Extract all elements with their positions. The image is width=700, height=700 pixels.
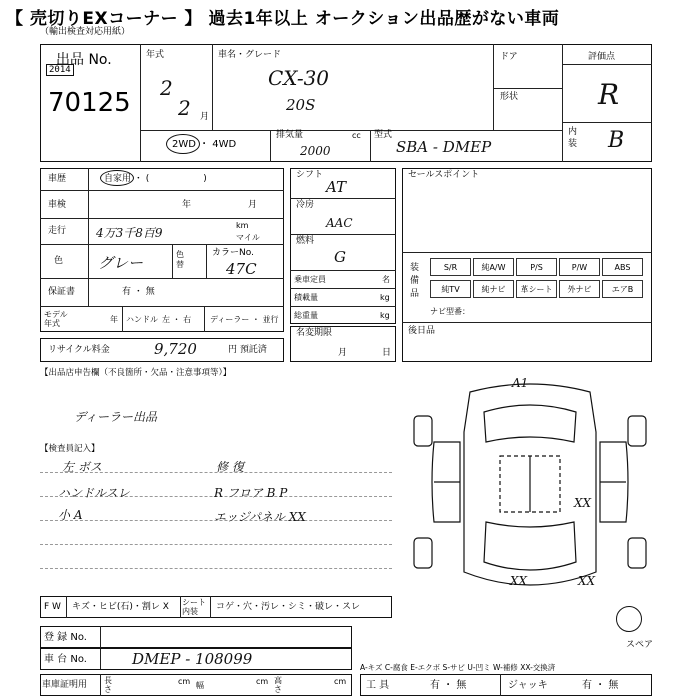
weight-label: 総重量 [294,311,318,320]
navi-label: ナビ型番： [430,307,470,316]
top-block [40,44,652,162]
diagram-mark-rear-left: XX [510,574,528,588]
drive-label: 2WD ・ 4WD [172,139,237,150]
model-year-label: モデル年式 [44,310,68,328]
month-label: 月 [200,112,210,122]
later-label: 後日品 [408,326,436,336]
capacity-unit: 名 [382,275,390,284]
ac-label: 冷房 [296,200,315,210]
recycle-label: リサイクル料金 [48,345,110,355]
handle-label: ハンドル [126,315,158,324]
fw-text: キズ・ヒビ(石)・割レ X [72,602,169,612]
warranty-value: 有 ・ 無 [122,287,155,297]
inspector-line-r1: 修 復 [216,460,244,474]
color-no-value: 47C [226,260,257,278]
dealer-label: ディーラー ・ 並行 [210,315,279,324]
size-width-unit: cm [256,677,269,686]
equipment-item: 革シート [516,280,557,298]
warranty-label: 保証書 [48,287,76,297]
spare-label: スペア [626,640,654,650]
displacement-unit: cc [352,131,361,140]
fuel-label: 燃料 [296,236,315,246]
spare-tire-icon [616,606,642,632]
weight-unit: kg [380,311,390,320]
door-label: ドア [500,52,518,62]
inspection-year-unit: 年 [182,200,192,210]
expiry-label: 名変期限 [296,328,333,338]
inspector-line-r3: エッジパネル XX [214,510,306,524]
inspector-line-1: 左 ボス [62,460,102,474]
inspection-month-unit: 月 [248,200,258,210]
damage-legend: A-キズ C-腐食 E-エクボ S-サビ U-凹ミ W-補修 XX-交換済 [360,663,556,672]
sheet-title: 【 売切りEXコーナー 】 過去1年以上 オークション出品歴がない車両 [6,9,560,29]
sales-label: セールスポイント [408,170,480,180]
diagram-mark-side: XX [574,496,592,510]
inspector-line-3: 小 A [58,508,83,522]
recycle-unit: 円 預託済 [228,345,267,355]
equipment-item: P/W [559,258,600,276]
size-height-unit: cm [334,677,347,686]
year-value: 2 [160,76,173,100]
grade-value: 20S [286,96,316,114]
name-value: CX-30 [268,66,330,90]
displacement-value: 2000 [300,144,331,158]
equipment-item: P/S [516,258,557,276]
history-circle [100,170,134,186]
lot-year-tag [46,64,74,76]
sheet-subtitle: （輸出検査対応用紙） [40,27,131,37]
equipment-item: 純TV [430,280,471,298]
tools-label: 工 具 [366,680,390,691]
mileage-label: 走行 [48,226,67,236]
reg-label: 登 録 No. [44,632,87,643]
history-label: 車歴 [48,174,67,184]
equipment-item: 純A/W [473,258,514,276]
year-label: 年式 [146,50,165,60]
seller-header: 【出品店申告欄（不良箇所・欠品・注意事項等）】 [40,368,232,378]
size-long: 長さ [104,676,112,694]
expiry-month-unit: 月 [338,348,348,358]
history-value: 自家用 ・ ( ) [104,174,207,184]
chassis-value: DMEP - 108099 [132,650,253,668]
inspector-line-r2: R フロア B P [214,486,288,500]
shift-value: AT [326,178,347,196]
seller-note: ディーラー出品 [74,410,158,424]
equipment-item: エアB [602,280,643,298]
load-label: 積載量 [294,293,318,302]
lot-label: 出品 No. [56,52,112,68]
tools-value: 有 ・ 無 [430,680,467,691]
drive-selected-circle [166,134,200,154]
interior-value: B [608,128,625,153]
fuel-value: G [334,248,346,266]
lot-year-tag-text: 2014 [49,65,71,75]
displacement-label: 排気量 [276,130,304,140]
km-unit: km [236,221,249,230]
size-width: 幅 [196,681,204,690]
car-damage-diagram [400,372,660,612]
diagram-mark-rear-right: XX [578,574,596,588]
equipment-item: S/R [430,258,471,276]
equipment-item: 外ナビ [559,280,600,298]
grade-title: 評価点 [588,52,616,62]
expiry-day-unit: 日 [382,348,392,358]
month-value: 2 [178,96,191,120]
color-no-label: カラーNo. [212,248,254,258]
model-year-unit: 年 [110,315,118,324]
inspector-line-2: ハンドルスレ [58,486,130,500]
size-long-unit: cm [178,677,191,686]
color-change-label: 色替 [176,250,184,269]
mile-unit: マイル [236,233,260,242]
inspection-label: 車検 [48,200,67,210]
interior-label: 内装 [568,127,578,149]
grade-value: R [598,78,620,111]
color-label: 色 [54,256,64,266]
size-height: 高さ [274,676,282,694]
equip-label: 装備品 [410,263,420,299]
color-value: グレー [98,254,144,272]
fw-label: F W [44,602,61,612]
capacity-label: 乗車定員 [294,275,326,284]
equipment-item: 純ナビ [473,280,514,298]
inspector-header: 【検査員記入】 [40,444,100,454]
name-label: 車名・グレード [218,50,282,60]
jack-label: ジャッキ [508,680,548,691]
garage-label: 車庫証明用 [42,680,88,690]
recycle-value: 9,720 [154,340,197,358]
equipment-item: ABS [602,258,643,276]
lot-number: 70125 [48,88,131,118]
seat-text: コゲ・穴・汚レ・シミ・破レ・スレ [216,602,361,612]
chassis-label: 車 台 No. [44,654,87,665]
seat-label: シート内装 [182,598,206,616]
model-value: SBA - DMEP [396,138,492,156]
handle-value: 左 ・ 右 [162,315,192,324]
diagram-mark-front: A1 [512,376,529,390]
mileage-value: 4万3千8百9 [96,226,163,240]
shape-label: 形状 [500,92,519,102]
shift-label: シフト [296,170,324,180]
jack-value: 有 ・ 無 [582,680,619,691]
ac-value: AAC [326,216,353,230]
model-label: 型式 [374,130,393,140]
load-unit: kg [380,293,390,302]
